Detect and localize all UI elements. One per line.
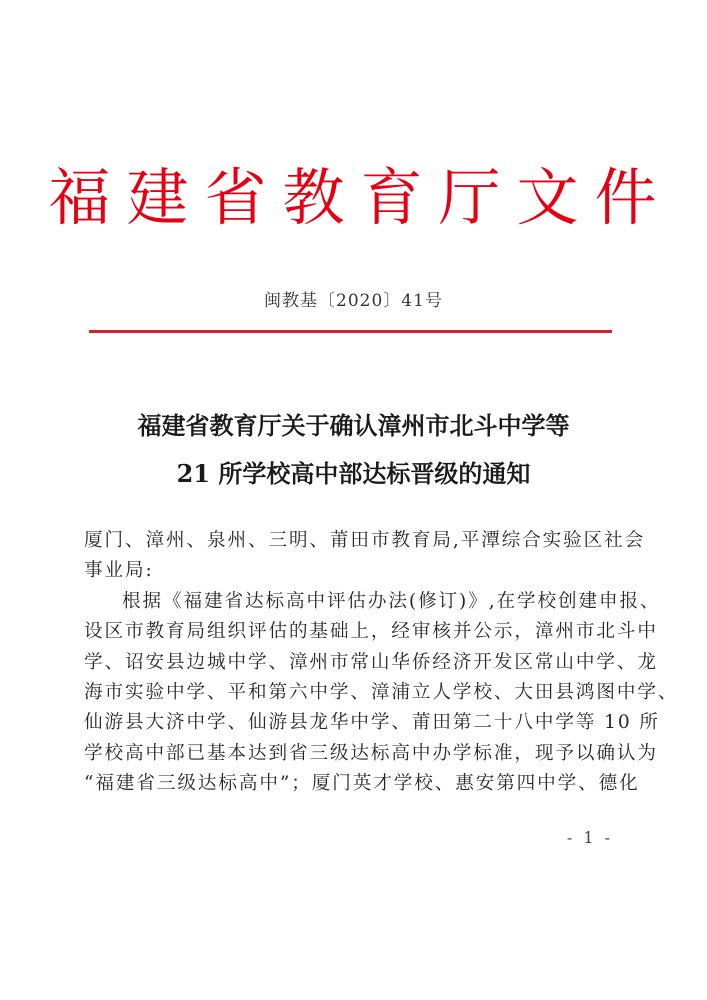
- body-paragraph-line: 根据《福建省达标高中评估办法(修订)》,在学校创建申报、: [122, 590, 661, 612]
- addressee-line-2: 事业局:: [84, 560, 154, 582]
- body-paragraph-line: “福建省三级达标高中”；厦门英才学校、惠安第四中学、德化: [84, 773, 640, 795]
- masthead-title: 福建省教育厅文件: [48, 161, 673, 234]
- page-number: - 1 -: [566, 828, 614, 847]
- notice-body: [84, 526, 679, 800]
- body-paragraph-line: 学、诏安县边城中学、漳州市常山华侨经济开发区常山中学、龙: [84, 651, 658, 673]
- body-paragraph-line: 设区市教育局组织评估的基础上，经审核并公示，漳州市北斗中: [84, 621, 658, 643]
- addressee-line-1: 厦门、漳州、泉州、三明、莆田市教育局,平潭综合实验区社会: [84, 530, 646, 551]
- body-paragraph-line: 海市实验中学、平和第六中学、漳浦立人学校、大田县鸿图中学、: [84, 681, 679, 703]
- red-divider-rule: [89, 330, 612, 333]
- notice-title: [0, 402, 707, 498]
- document-number: 闽教基〔2020〕41号: [264, 291, 443, 311]
- body-paragraph-line: 仙游县大济中学、仙游县龙华中学、莆田第二十八中学等 10 所: [84, 712, 660, 734]
- body-paragraph-line: 学校高中部已基本达到省三级达标高中办学标准，现予以确认为: [84, 742, 658, 764]
- notice-title-line-2: 21 所学校高中部达标晋级的通知: [176, 459, 531, 488]
- notice-title-line-1: 福建省教育厅关于确认漳州市北斗中学等: [137, 411, 570, 440]
